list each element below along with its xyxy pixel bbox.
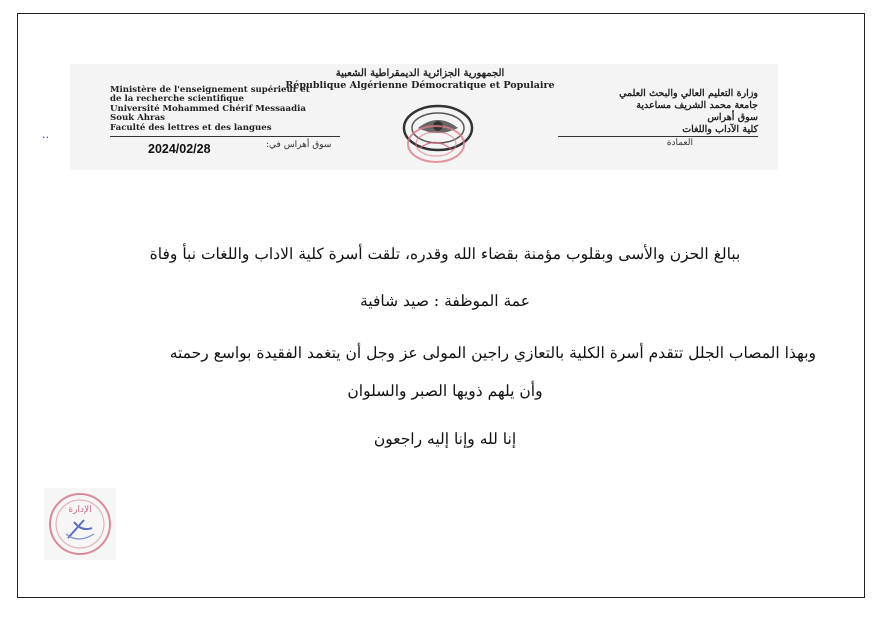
condolence-line-4: وأن يلهم ذويها الصبر والسلوان	[347, 382, 543, 400]
dean-office-arabic: العمادة	[666, 138, 693, 148]
stamp-label: الإدارة	[68, 505, 92, 515]
letterhead-arabic-block	[558, 88, 758, 136]
faculty-french: Faculté des lettres et des langues	[110, 122, 272, 133]
university-arabic: جامعة محمد الشريف مساعدية	[636, 100, 758, 111]
document-date: 2024/02/28	[148, 142, 211, 156]
university-french: Université Mohammed Chérif Messaadia	[110, 103, 306, 114]
condolence-line-2: عمة الموظفة : صيد شافية	[359, 292, 530, 310]
condolence-line-5: إنا لله وإنا إليه راجعون	[373, 430, 517, 448]
city-arabic: سوق أهراس	[707, 112, 758, 123]
condolence-line-1: ببالغ الحزن والأسى وبقلوب مؤمنة بقضاء الله وقدره، تلقت أسرة كلية الاداب واللغات نبأ وفاة	[149, 245, 741, 263]
letterhead-french-block	[110, 86, 360, 133]
city-french: Souk Ahras	[110, 113, 165, 124]
letterhead-rule-left	[110, 136, 340, 137]
faculty-arabic: كلية الآداب واللغات	[682, 124, 758, 135]
dots-mark: ..	[42, 128, 49, 141]
condolence-line-3: وبهذا المصاب الجلل تتقدم أسرة الكلية بالتعازي راجين المولى عز وجل أن يتغمد الفقيدة بواسع رحمته	[169, 344, 816, 362]
ministry-french-1: Ministère de l'enseignement supérieur et	[110, 85, 310, 95]
date-label-arabic: سوق أهراس في:	[266, 140, 332, 150]
ministry-arabic: وزارة التعليم العالي والبحث العلمي	[619, 88, 758, 99]
university-logo-icon	[388, 98, 488, 166]
republic-arabic: الجمهورية الجزائرية الديمقراطية الشعبية	[335, 68, 505, 79]
ministry-french-2: de la recherche scientifique	[110, 94, 244, 105]
administration-stamp-icon	[44, 488, 116, 560]
letterhead-rule-right	[558, 136, 758, 137]
republic-french: République Algérienne Démocratique et Populaire	[285, 80, 555, 91]
